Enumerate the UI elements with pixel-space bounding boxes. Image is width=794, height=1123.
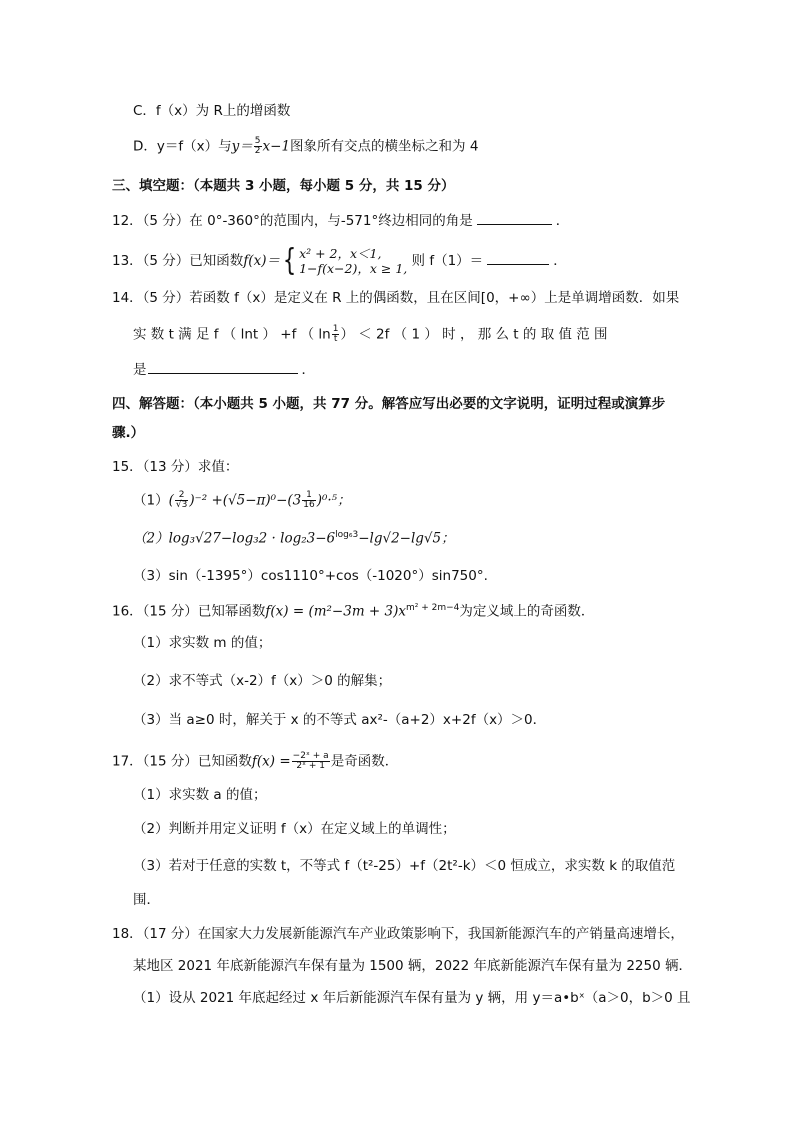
q13-mid: 则 f（1）＝ bbox=[411, 253, 484, 269]
q13-end: ． bbox=[553, 253, 567, 269]
q15-p2-end: −lg√2−lg√5； bbox=[358, 530, 455, 547]
option-c: C．f（x）为 R上的增函数 bbox=[133, 103, 291, 119]
q14-answer-blank[interactable] bbox=[148, 372, 298, 374]
q15-p1-frac2-num: 1 bbox=[302, 491, 315, 501]
q13-case-1: x² + 2，x＜1, bbox=[299, 246, 382, 261]
q16-title-f: f(x) = (m²−3m + 3)x bbox=[265, 603, 406, 620]
option-d-prefix: D．y＝f（x）与 bbox=[133, 138, 232, 155]
q14-fraction bbox=[332, 325, 340, 344]
q14-line-2b: ） ＜ 2f （ 1 ） 时 ， 那 么 t 的 取 值 范 围 bbox=[340, 326, 608, 343]
q15-p2-sup: log₆3 bbox=[335, 530, 359, 540]
q15-part-1: （1）( $\frac{2}{√3}$ )⁻² +(√5−π)⁰−(3 $\frac{1}{16}$ )⁰·⁵； bbox=[133, 490, 351, 510]
q16-title-a: 16．（15 分）已知幂函数 bbox=[112, 603, 266, 620]
option-d-fraction bbox=[254, 137, 262, 156]
q16-part-1: （1）求实数 m 的值； bbox=[133, 635, 272, 651]
q15-p1-rest: )⁻² +(√5−π)⁰−(3 bbox=[189, 492, 302, 509]
q15-p1-label: （1） bbox=[133, 492, 169, 509]
q14-line-3-text: 是 bbox=[133, 362, 147, 378]
q13-cases bbox=[299, 246, 407, 276]
q13-case-2: 1−f(x−2)，x ≥ 1, bbox=[299, 261, 408, 276]
q17-title bbox=[112, 752, 398, 771]
q15-part-2 bbox=[133, 530, 455, 547]
question-13 bbox=[112, 243, 567, 278]
q13-prefix: 13．（5 分）已知函数 bbox=[112, 253, 244, 269]
q15-part-3: （3）sin（-1395°）cos1110°+cos（-1020°）sin750°. bbox=[133, 568, 488, 584]
option-d-rhs: x−1 bbox=[262, 138, 291, 155]
q14-frac-num: 1 bbox=[332, 324, 339, 334]
q18-line-2: 某地区 2021 年底新能源汽车保有量为 1500 辆，2022 年底新能源汽车保有量为 2250 辆． bbox=[133, 958, 692, 974]
q17-part-3-cont: 围． bbox=[133, 892, 160, 908]
q16-part-3: （3）当 a≥0 时，解关于 x 的不等式 ax²-（a+2）x+2f（x）＞0． bbox=[133, 712, 547, 728]
option-d-frac-den: 2 bbox=[254, 146, 261, 156]
q17-part-1: （1）求实数 a 的值； bbox=[133, 787, 267, 803]
q17-fx: f(x) = bbox=[251, 753, 291, 770]
q16-title bbox=[112, 603, 594, 620]
q15-title: 15．（13 分）求值： bbox=[112, 459, 239, 475]
option-d-frac-num: 5 bbox=[254, 136, 261, 146]
option-d bbox=[133, 137, 478, 156]
q18-line-1: 18．（17 分）在国家大力发展新能源汽车产业政策影响下，我国新能源汽车的产销量高速增长， bbox=[112, 926, 684, 942]
section-4-heading-line-2: 骤.） bbox=[112, 425, 145, 441]
question-12 bbox=[112, 213, 569, 229]
q15-p1-fraction bbox=[175, 491, 188, 510]
q17-title-b: 是奇函数． bbox=[330, 753, 399, 770]
q14-line-2a: 实 数 t 满 足 f （ lnt ） +f （ ln bbox=[133, 326, 331, 343]
q14-line-3-end: ． bbox=[301, 362, 315, 378]
q14-frac-den: t bbox=[333, 334, 338, 344]
q15-p1-fraction-2 bbox=[302, 491, 315, 510]
q16-part-2: （2）求不等式（x-2）f（x）＞0 的解集； bbox=[133, 673, 392, 689]
q17-part-2: （2）判断并用定义证明 f（x）在定义域上的单调性； bbox=[133, 821, 456, 837]
q16-title-b: 为定义域上的奇函数． bbox=[459, 603, 595, 620]
q17-part-3: （3）若对于任意的实数 t，不等式 f（t²-25）+f（2t²-k）＜0 恒成立，求实数 k 的取值范 bbox=[133, 858, 676, 874]
q17-title-a: 17．（15 分）已知函数 bbox=[112, 753, 252, 770]
q17-fraction bbox=[292, 752, 330, 771]
q15-p2-text: （2）log₃√27−log₃2 · log₂3−6 bbox=[133, 530, 336, 547]
q13-fx: f(x)＝ bbox=[243, 253, 280, 269]
q16-title-sup: m² + 2m−4 bbox=[406, 603, 460, 613]
q18-line-3: （1）设从 2021 年底起经过 x 年后新能源汽车保有量为 y 辆，用 y＝a•bˣ（a＞0，b＞0 且 bbox=[133, 990, 691, 1006]
q15-p1-frac-num: 2 bbox=[175, 491, 188, 501]
q17-frac-num: −2ˣ + a bbox=[292, 751, 329, 761]
q14-line-3 bbox=[133, 362, 315, 378]
q14-line-1: 14．（5 分）若函数 f（x）是定义在 R 上的偶函数，且在区间[0，+∞）上是单调增函数．如果 bbox=[112, 290, 680, 306]
q13-brace: { bbox=[282, 243, 297, 278]
section-4-heading-line-1: 四、解答题：（本小题共 5 小题，共 77 分。解答应写出必要的文字说明，证明过程或演算步 bbox=[112, 396, 666, 412]
q17-frac-den: 2ˣ + 1 bbox=[296, 761, 326, 771]
section-3-heading: 三、填空题：（本题共 3 小题，每小题 5 分，共 15 分） bbox=[112, 178, 455, 194]
q12-answer-blank[interactable] bbox=[477, 223, 552, 225]
q15-p1-frac-den: √3 bbox=[175, 500, 188, 510]
q12-end: ． bbox=[555, 213, 570, 229]
option-d-lhs: y＝ bbox=[231, 138, 253, 155]
option-d-suffix: 图象所有交点的横坐标之和为 4 bbox=[290, 138, 479, 155]
q14-line-2 bbox=[133, 325, 608, 344]
q15-p1-end: )⁰·⁵； bbox=[316, 492, 351, 509]
q15-p1-frac2-den: 16 bbox=[303, 500, 315, 510]
q13-answer-blank[interactable] bbox=[487, 263, 549, 265]
q12-text: 12．（5 分）在 0°-360°的范围内，与-571°终边相同的角是 bbox=[112, 213, 473, 229]
